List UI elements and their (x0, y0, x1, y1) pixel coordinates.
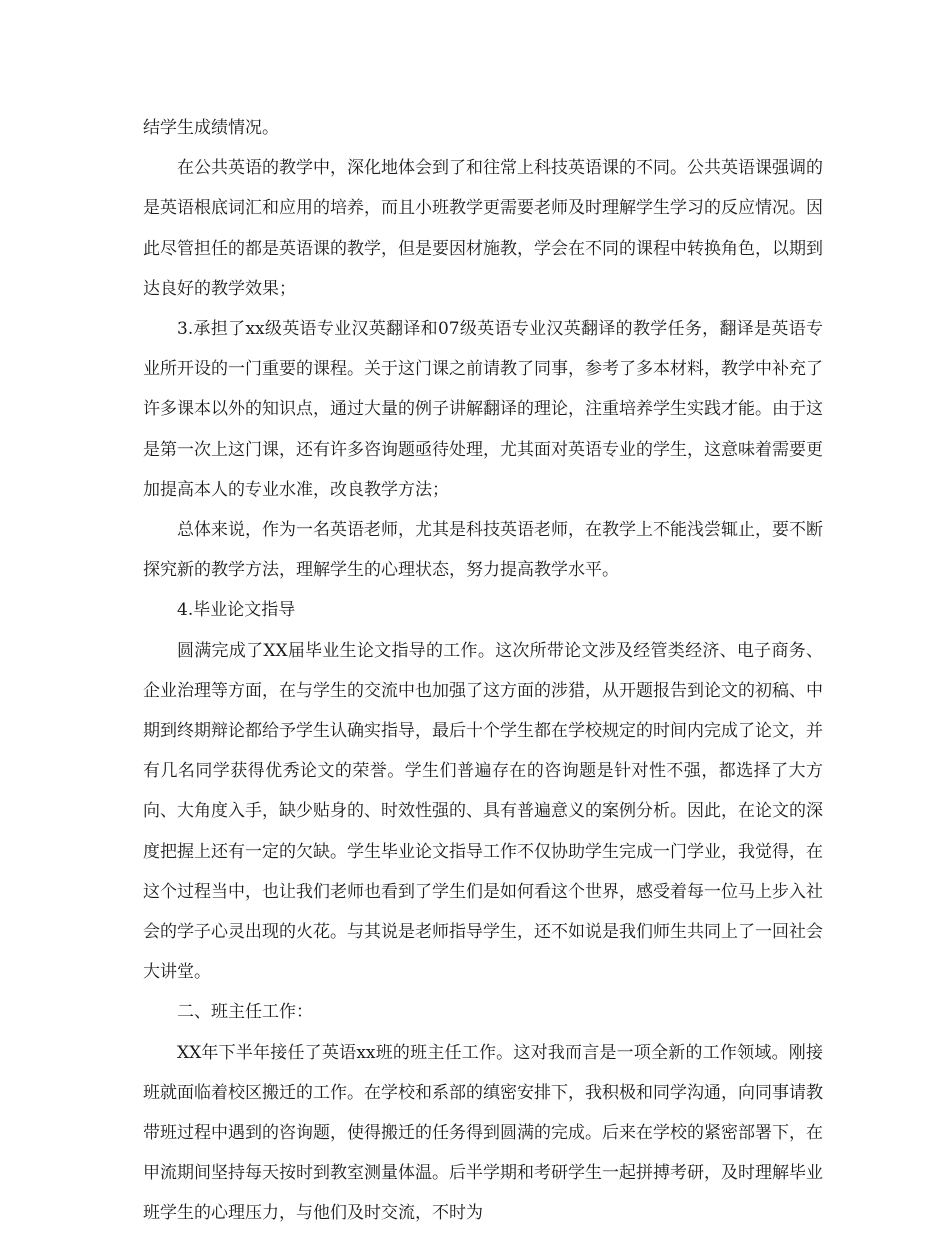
paragraph-6: 圆满完成了XX届毕业生论文指导的工作。这次所带论文涉及经管类经济、电子商务、企业治理等方面，在与学生的交流中也加强了这方面的涉猎，从开题报告到论文的初稿、中期到终期辩论都给予学生认确实指导，最后十个学生都在学校规定的时间内完成了论文，并有几名同学获得优秀论文的荣誉。学生们普遍存在的咨询题是针对性不强，都选择了大方向、大角度入手，缺少贴身的、时效性强的、具有普遍意义的案例分析。因此，在论文的深度把握上还有一定的欠缺。学生毕业论文指导工作不仅协助学生完成一门学业，我觉得，在这个过程当中，也让我们老师也看到了学生们是如何看这个世界，感受着每一位马上步入社会的学子心灵出现的火花。与其说是老师指导学生，还不如说是我们师生共同上了一回社会大讲堂。 (143, 640, 823, 983)
paragraph-1: 结学生成绩情况。 (143, 118, 279, 138)
section-heading-thesis-guidance: 4.毕业论文指导 (177, 600, 296, 621)
paragraph-4: 总体来说，作为一名英语老师，尤其是科技英语老师，在教学上不能浅尝辄止，要不断探究新的教学方法，理解学生的心理状态，努力提高教学水平。 (143, 520, 823, 581)
paragraph-2: 在公共英语的教学中，深化地体会到了和往常上科技英语课的不同。公共英语课强调的是英语根底词汇和应用的培养，而且小班教学更需要老师及时理解学生学习的反应情况。因此尽管担任的都是英语课的教学，但是要因材施教，学会在不同的课程中转换角色，以期到达良好的教学效果； (143, 158, 823, 299)
document-page (143, 108, 823, 1234)
paragraph-8: XX年下半年接任了英语xx班的班主任工作。这对我而言是一项全新的工作领域。刚接班就面临着校区搬迁的工作。在学校和系部的缜密安排下，我积极和同学沟通，向同事请教带班过程中遇到的咨询题，使得搬迁的任务得到圆满的完成。后来在学校的紧密部署下，在甲流期间坚持每天按时到教室测量体温。后半学期和考研学生一起拼搏考研，及时理解毕业班学生的心理压力，与他们及时交流，不时为 (143, 1042, 823, 1224)
paragraph-3: 3.承担了xx级英语专业汉英翻译和07级英语专业汉英翻译的教学任务，翻译是英语专业所开设的一门重要的课程。关于这门课之前请教了同事，参考了多本材料，教学中补充了许多课本以外的知识点，通过大量的例子讲解翻译的理论，注重培养学生实践才能。由于这是第一次上这门课，还有许多咨询题亟待处理，尤其面对英语专业的学生，这意味着需要更加提高本人的专业水准，改良教学方法； (143, 319, 823, 500)
section-heading-class-teacher: 二、班主任工作： (177, 1002, 313, 1023)
